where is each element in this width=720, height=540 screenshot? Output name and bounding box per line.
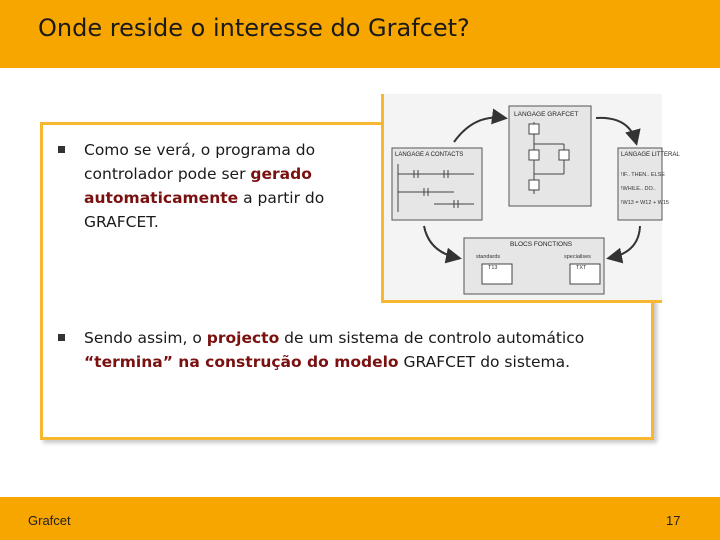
contacts-box-label: LANGAGE A CONTACTS <box>395 152 464 158</box>
function-blocks-box <box>464 238 604 294</box>
literal-line-2: !WHILE.. DO.. <box>621 186 656 192</box>
bullet-2-text: Sendo assim, o projecto de um sistema de controlo automático “termina” na construção do modelo GRAFCET do sistema. <box>84 329 585 371</box>
bullet-marker <box>58 334 65 341</box>
literal-box-label: LANGAGE LITTERAL <box>621 152 680 158</box>
grafcet-box-label: LANGAGE GRAFCET <box>514 111 579 118</box>
footer-label: Grafcet <box>28 513 71 528</box>
block-right-label: specialises <box>564 254 591 260</box>
bullet-2-highlight-1: projecto <box>206 329 280 347</box>
literal-language-box <box>618 148 680 220</box>
block-left-name: T13 <box>488 265 498 271</box>
contacts-language-box <box>392 148 482 220</box>
page-number: 17 <box>666 513 681 528</box>
bullet-2 <box>58 326 638 374</box>
function-blocks-label: BLOCS FONCTIONS <box>510 241 573 248</box>
grafcet-diagram-svg <box>384 94 680 300</box>
footer-bar <box>0 497 720 540</box>
slide-title: Onde reside o interesse do Grafcet? <box>38 14 470 42</box>
bullet-1 <box>58 138 358 234</box>
bullet-1-text: Como se verá, o programa do controlador pode ser gerado automaticamente a partir do GRAFCET. <box>84 141 325 231</box>
literal-line-3: !W13 = W12 + W15 <box>621 200 669 206</box>
block-left-label: standards <box>476 254 501 260</box>
bullet-2-highlight-2: “termina” na construção do modelo <box>84 353 399 371</box>
bullet-1-highlight: gerado automaticamente <box>84 165 312 207</box>
grafcet-language-box <box>509 106 591 206</box>
block-right-name: TXT <box>576 265 587 271</box>
literal-line-1: !IF.. THEN.. ELSE <box>621 172 665 178</box>
grafcet-diagram <box>381 94 680 303</box>
bullet-marker <box>58 146 65 153</box>
title-bar <box>0 0 720 68</box>
